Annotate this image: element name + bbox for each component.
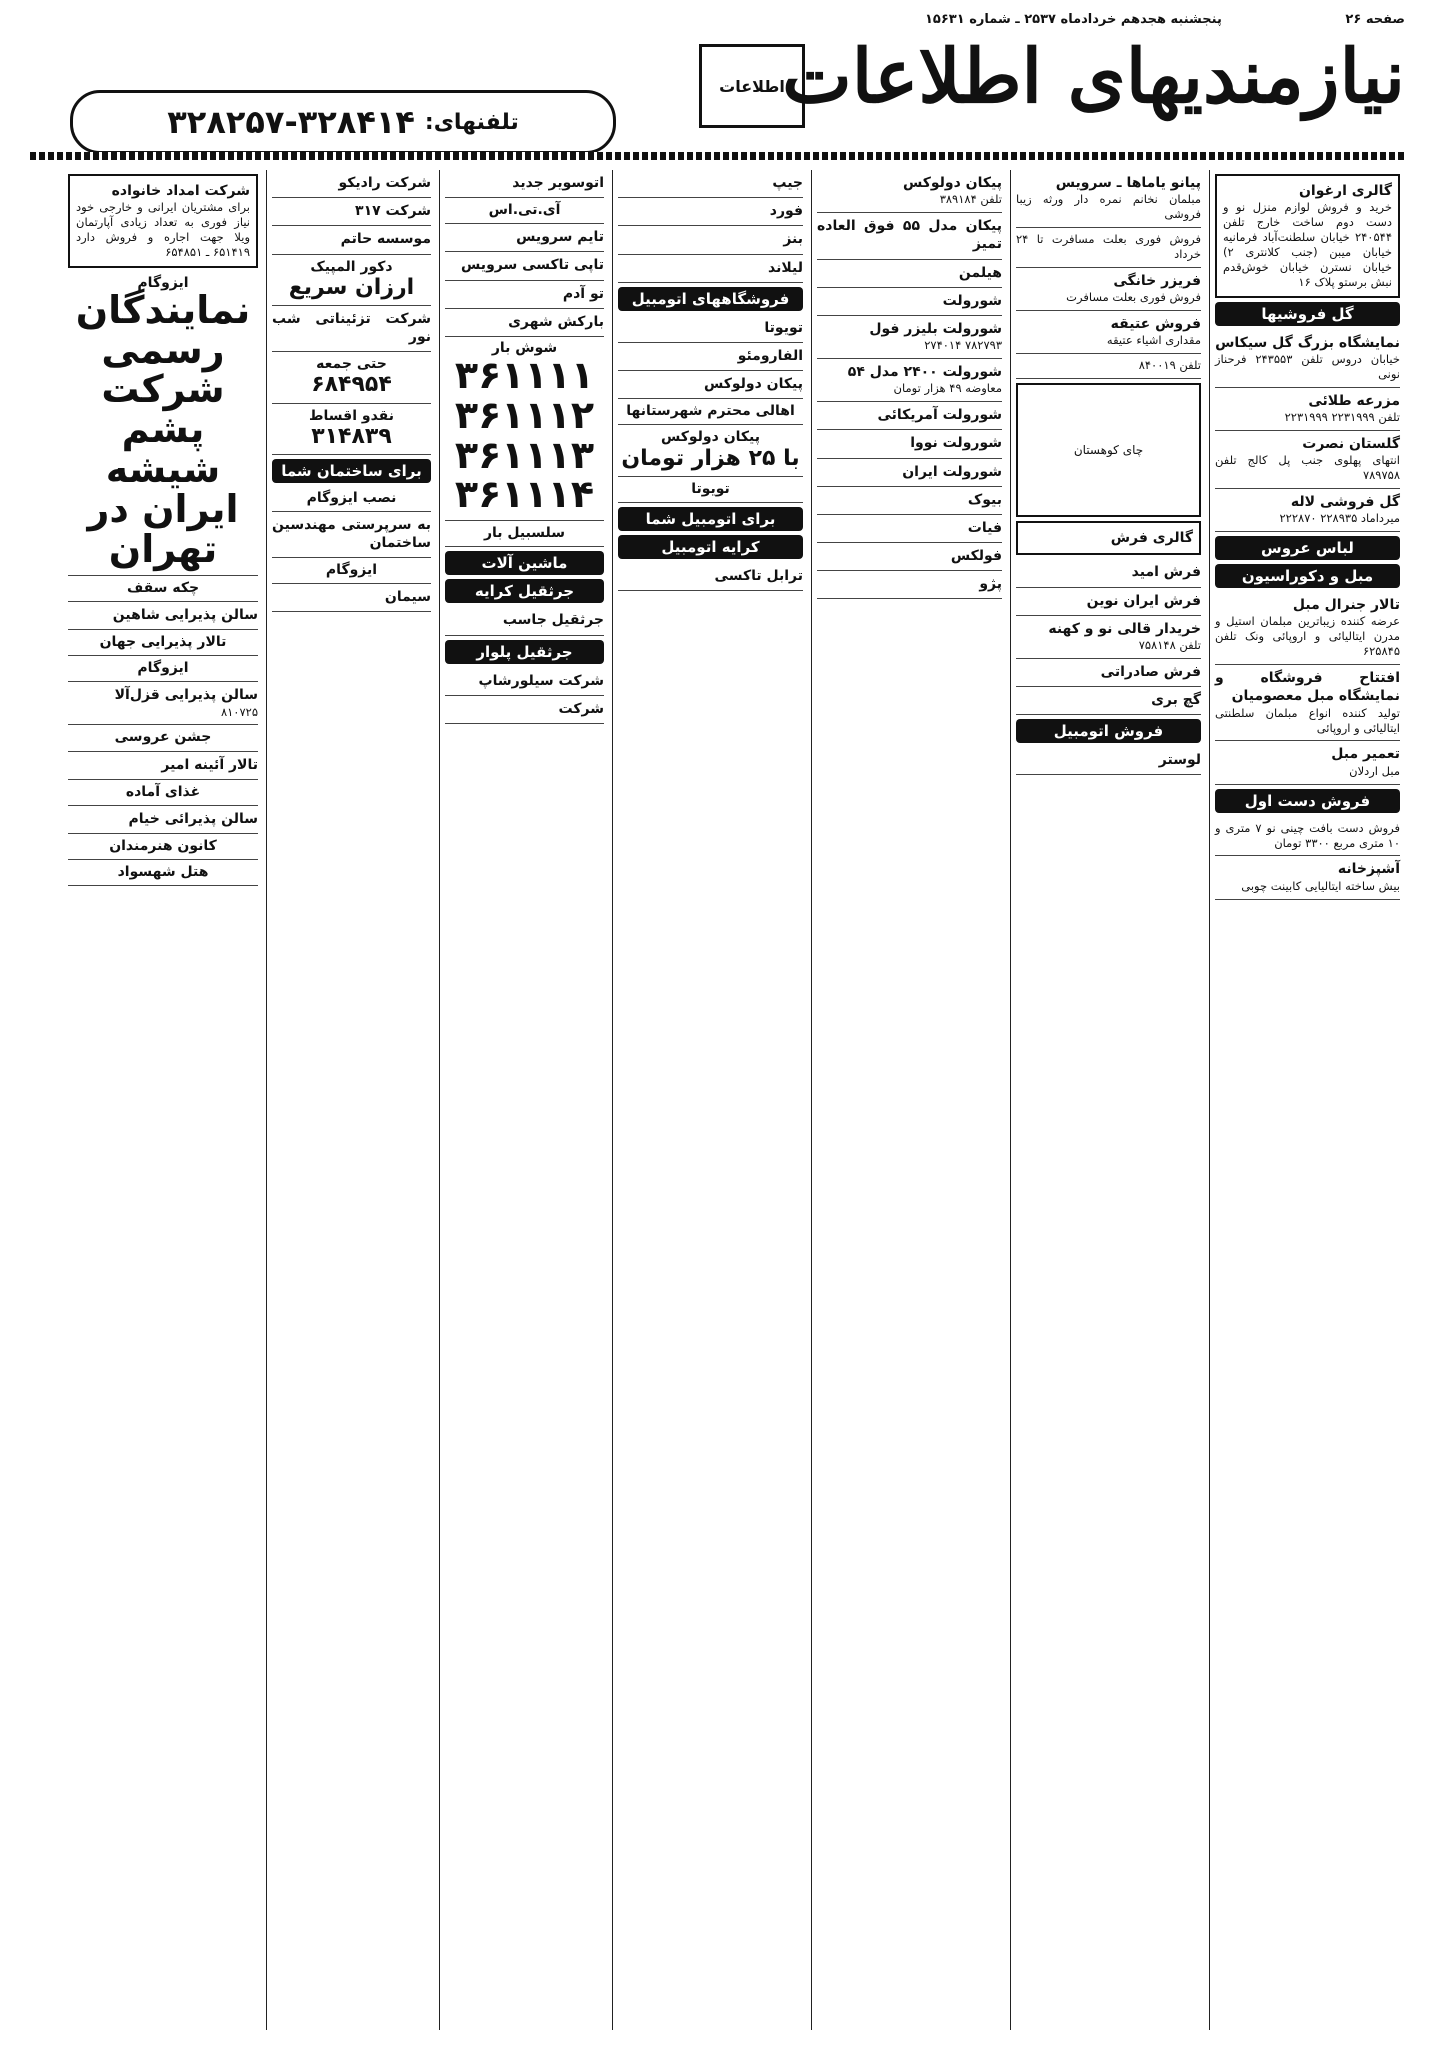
classified-ad: کرایه اتومبیل [618,535,803,559]
classified-ad [1215,330,1400,388]
classified-ad [445,696,604,724]
classified-ad [68,780,258,806]
ad-title: جشن عروسی [114,729,212,746]
ad-title: فرش صادراتی [1100,663,1201,680]
ad-title: آشپزخانه [1337,861,1400,878]
classified-ad [1215,817,1400,857]
classified-ad [817,213,1002,259]
classified-ad [1016,687,1201,715]
ad-title: شرکت تزئیناتی شب نور [272,310,431,346]
ad-title: شورولت ۲۴۰۰ مدل ۵۴ [847,364,1002,380]
ad-title: پیکان مدل ۵۵ فوق العاده تمیز [817,218,1002,253]
ad-title: به سرپرستی مهندسین ساختمان [272,516,431,551]
ad-title: غذای آماده [125,783,201,800]
ad-text: تلفن ۲۲۳۱۹۹۹ ۲۲۳۱۹۹۹ [1284,410,1400,425]
classified-ad [445,607,604,635]
ad-title: تالار پذیرایی جهان [99,634,227,651]
ad-text: فروش فوری بعلت مسافرت [1066,290,1201,305]
classified-ad [1016,170,1201,228]
classified-ad [272,255,431,306]
classified-ad [1016,588,1201,616]
classified-ad [1215,388,1400,431]
classified-ad [68,272,258,576]
ad-text: مبل اردلان [1349,763,1400,778]
classified-ad [618,315,803,343]
phones-value: ۳۲۸۲۵۷-۳۲۸۴۱۴ [167,103,415,141]
classified-ad: جرثقیل کرایه [445,579,604,603]
ad-title: شرکت [558,700,604,717]
ad-column-6 [266,170,436,2030]
classified-ad [1215,431,1400,489]
ad-text: انتهای پهلوی جنب پل کالج تلفن ۷۸۹۷۵۸ [1215,453,1400,483]
ad-title: بارکش شهری [508,313,604,330]
ad-text: فروش دست بافت چینی نو ۷ متری و ۱۰ متری مربع ۳۳۰۰ تومان [1215,820,1401,850]
classified-ad [817,515,1002,543]
ad-title: الفارومئو [737,347,803,364]
classified-ad [68,630,258,656]
ad-title: فورد [769,203,803,220]
classified-ad [68,806,258,834]
ad-title: گالری فرش [1110,530,1193,547]
classified-ad [817,316,1002,359]
classified-ad [618,371,803,399]
ad-title: گل فروشی لاله [1290,494,1400,511]
ad-title: گالری ارغوان [1298,183,1392,199]
classified-ad [272,512,431,558]
ad-title: شورولت نووا [910,435,1002,452]
header-rule [30,152,1405,160]
ad-column-2 [1010,170,1206,2030]
ad-title: ترابل تاکسی [714,567,803,584]
ad-title: اهالی محترم شهرستانها [626,403,795,420]
ad-title: پژو [979,576,1002,593]
classified-ad [618,563,803,591]
classified-ad [1016,521,1201,555]
classified-ad [445,309,604,337]
ad-title: بیوک [967,491,1002,508]
page-title: نیازمندیهای اطلاعات [782,34,1405,120]
header-info [925,12,1405,36]
ad-text: تولید کننده انواع مبلمان سلطنتی ایتالیائی و اروپائی [1215,705,1400,735]
ad-title: تالار جنرال مبل [1292,597,1400,614]
ad-title: سالن پذیرایی قزل‌آلا [114,687,258,704]
classified-ad [272,352,431,403]
ad-text: میرداماد ۲۲۸۹۳۵ ۲۲۲۸۷۰ [1279,511,1400,526]
classified-ad [817,459,1002,487]
ad-text: با ۲۵ هزار تومان [621,445,800,471]
classified-ad [1016,747,1201,775]
classified-ad [1016,311,1201,354]
ad-title: تایم سرویس [516,229,604,246]
classified-ad [817,359,1002,402]
classified-ad [1016,559,1201,587]
classified-ad: برای ساختمان شما [272,459,431,483]
ad-title: سالن پذیرایی شاهین [112,606,258,623]
ad-title: شوش بار [491,340,558,357]
ad-title: شرکت ۳۱۷ [355,203,431,220]
classified-ad [817,402,1002,430]
classified-ad: فروش اتومبیل [1016,719,1201,743]
classified-ad [1215,741,1400,784]
classified-ad [1215,856,1400,899]
classified-ad [1016,659,1201,687]
ad-title: هیلمن [958,264,1002,281]
ad-title: لوستر [1158,752,1201,769]
classified-ad [618,226,803,254]
classified-ad [817,430,1002,458]
classified-ad [1215,592,1400,665]
classified-ad [817,260,1002,288]
ad-title: فیات [967,519,1002,536]
ad-text: نمایندگان رسمی شرکت پشم شیشه ایران در تهران [75,287,251,571]
classified-ad [272,584,431,612]
ad-title: فرش امید [1131,564,1201,581]
ad-title: فرش ایران نوین [1086,592,1201,609]
classified-ad: جرثقیل پلوار [445,640,604,664]
classified-ad [1016,228,1201,268]
classified-ad [68,682,258,725]
classified-ad [445,252,604,280]
ad-column-3 [811,170,1007,2030]
ad-title: شرکت سیلورشاپ [478,672,604,689]
classified-ad [272,226,431,254]
classified-ad [272,198,431,226]
ad-title: پیکان دولوکس [703,376,803,393]
classified-ad: برای اتومبیل شما [618,507,803,531]
classified-ad [68,174,258,268]
ad-text: بیش ساخته ایتالیایی کابینت چوبی [1241,878,1400,893]
classified-ad [618,399,803,425]
classified-ad [68,725,258,751]
classified-ad [1016,268,1201,311]
classified-ad [817,543,1002,571]
classified-ad [68,656,258,682]
classified-ad [618,198,803,226]
classified-ad [1215,665,1400,741]
ad-title: حتی جمعه [316,356,387,373]
ad-title: جیپ [772,175,803,191]
classified-ad: فروشگاههای اتومبیل [618,287,803,311]
ad-title: پیکان دولوکس [902,175,1002,191]
ad-title: چکه سقف [126,579,200,596]
classified-ad [817,170,1002,213]
ad-column-1 [1209,170,1405,2030]
ad-title: مزرعه طلائی [1308,392,1400,409]
ad-title: بنز [783,231,803,248]
classified-ad: لباس عروس [1215,536,1400,560]
ad-text: ۳۱۴۸۳۹ [311,423,392,449]
classified-ad [618,477,803,503]
ad-title: هتل شهسواد [117,864,209,881]
ad-title: تاپی تاکسی سرویس [461,257,604,274]
ad-title: سلسبیل بار [483,525,566,542]
ad-title: سالن پذیرائی خیام [128,810,258,827]
ad-title: ایزوگام [325,562,378,579]
classified-ad [68,752,258,780]
ad-title: تویوتا [764,319,803,336]
classified-ad [272,306,431,352]
classified-ad [445,170,604,198]
ad-title: فولکس [950,548,1002,565]
ad-title: شورولت بلیزر فول [869,320,1002,337]
classified-ad [445,521,604,547]
date-issue: پنجشنبه هجدهم خردادماه ۲۵۳۷ ـ شماره ۱۵۶۳۱ [925,12,1222,27]
ad-title: ایزوگام [137,660,189,677]
ad-text: ۳۶۱۱۱۱ ۳۶۱۱۱۲ ۳۶۱۱۱۳ ۳۶۱۱۱۴ [454,352,595,517]
ad-title: آی.تی.اس [488,202,561,219]
masthead [30,12,1405,162]
ad-title: نقدو اقساط [308,407,394,424]
ad-title: جرثقیل جاسب [502,612,604,629]
classified-ad [272,558,431,584]
ad-title: پیانو یاماها ـ سرویس [1055,175,1201,191]
classified-ad [272,404,431,455]
ad-title: نمایشگاه بزرگ گل سیکاس [1215,334,1400,351]
ad-text: مبلمان نخانم نمره دار ورثه زیبا فروشی [1016,192,1201,222]
classified-ad: مبل و دکوراسیون [1215,564,1400,588]
ad-title: فریزر خانگی [1113,272,1201,289]
ad-title: تعمیر مبل [1331,746,1400,763]
ad-title: پیکان دولوکس [660,429,761,446]
classified-ad [68,576,258,602]
ad-text: تلفن ۸۴۰۰۱۹ [1138,358,1201,373]
ad-title: فروش عتیقه [1110,316,1201,333]
ad-title: ایزوگام [137,274,189,291]
ad-text: ۶۸۴۹۵۴ [311,372,392,398]
ad-title: افتتاح فروشگاه و نمایشگاه مبل معصومیان [1215,670,1400,705]
classified-ad [618,255,803,283]
classified-ad [272,487,431,512]
ad-title: سیمان [384,589,431,606]
ad-text: ۸۱۰۷۲۵ [220,704,258,719]
ad-title: تالار آئینه امیر [161,756,258,773]
ad-title: گلستان نصرت [1302,436,1400,452]
classified-ad [1016,616,1201,659]
ad-text: تلفن ۷۵۸۱۴۸ [1138,637,1201,652]
classified-ad [618,170,803,198]
classified-ad [445,337,604,521]
ad-text: برای مشتریان ایرانی و خارجی خود نیاز فوری به تعداد زیادی آپارتمان ویلا جهت اجاره و فروش دارد ۶۵۱۴۱۹ ـ ۶۵۴۸۵۱ [76,200,250,259]
classified-ad: گل فروشیها [1215,302,1400,326]
ad-text: فروش فوری بعلت مسافرت تا ۲۴ خرداد [1016,232,1201,261]
ad-title: دکور المپیک [310,258,393,275]
ad-title: نصب ایزوگام [306,490,397,507]
classified-ad [817,571,1002,599]
ad-text: مقداری اشیاء عتیقه [1106,333,1201,348]
ad-title: موسسه حاتم [340,231,431,248]
ad-text: خرید و فروش لوازم منزل نو و دست دوم ساخت خارج تلفن ۲۴۰۵۴۴ خیابان سلطنت‌آباد فرمانیه خیابان میبن (جنب کلانتری ۲) خیابان نسترن خیابان خوش‌قدم نبش برستو پلاک ۱۶ [1223,200,1392,289]
ad-title: تویوتا [691,480,730,497]
classified-ad [817,487,1002,515]
classified-ad [1215,174,1400,298]
ad-text: معاوضه ۴۹ هزار تومان [893,381,1002,396]
ad-title: لیلاند [768,259,803,276]
phones-box [70,90,616,154]
classified-ad: فروش دست اول [1215,789,1400,813]
ad-text: ارزان سریع [288,274,415,300]
ad-title: شورولت ایران [902,463,1002,480]
ad-text: تلفن ۳۸۹۱۸۴ [939,192,1002,207]
classified-ad [618,425,803,476]
phones-label: تلفنهای: [424,109,519,135]
ad-title: اتوسویر جدید [512,175,604,191]
ad-column-4 [612,170,808,2030]
logo: اطلاعات [699,44,805,128]
classified-ad [1215,489,1400,532]
classified-ad [445,281,604,309]
ad-title: کانون هنرمندان [109,838,217,855]
ad-title: خریدار قالی نو و کهنه [1048,620,1201,637]
classified-ad [1016,354,1201,379]
ad-title: شورولت آمریکائی [877,407,1002,424]
ad-title: گچ بری [1151,692,1201,708]
classified-ad: ماشین آلات [445,551,604,575]
classified-ad [68,602,258,630]
ad-text: ۷۸۲۷۹۳ ۲۷۴۰۱۴ [924,338,1002,353]
classified-ad [272,170,431,198]
ad-title: شورولت [942,292,1002,309]
ad-text: عرضه کننده زیباترین مبلمان استیل و مدرن ایتالیائی و اروپائی ونک تلفن ۶۲۵۸۴۵ [1215,614,1400,659]
ad-title: شرکت امداد خانواده [111,183,250,199]
newspaper-page [30,12,1405,2032]
page-label: صفحه ۲۶ [1345,12,1405,27]
classified-ad [445,668,604,696]
ad-title: شرکت رادیکو [338,175,431,191]
classified-ad [445,224,604,252]
classified-ad [68,860,258,886]
classified-ad [618,343,803,371]
classified-ad: چای کوهستان [1016,383,1201,517]
ad-title: تو آدم [562,285,604,302]
classified-ad [68,834,258,860]
ad-text: خیابان دروس تلفن ۲۴۳۵۵۳ فرحناز نونی [1215,352,1400,381]
ad-column-5 [439,170,609,2030]
ad-column-7 [63,170,263,2030]
classified-ad [817,288,1002,316]
classified-ad [445,198,604,224]
